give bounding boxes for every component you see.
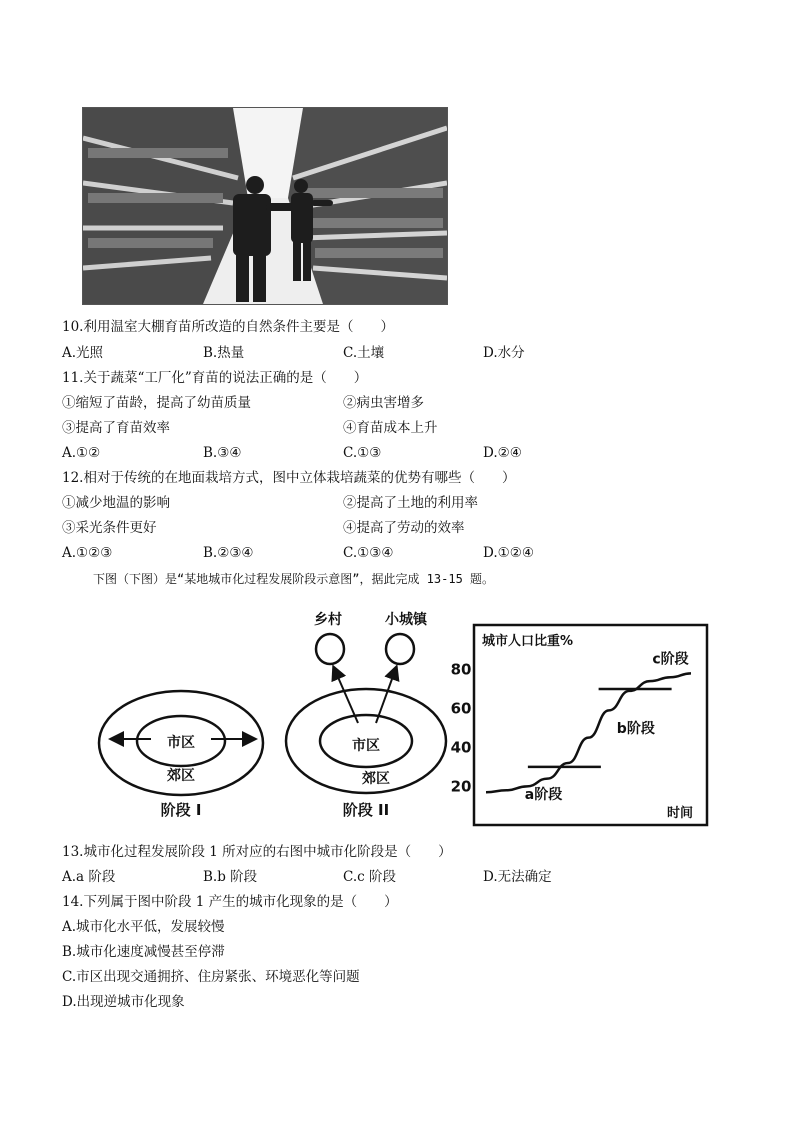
stage-label-c: c阶段 — [652, 651, 689, 668]
village-circle — [316, 634, 344, 664]
q12-statement-3: ③采光条件更好 — [62, 520, 157, 536]
q14-option-d: D.出现逆城市化现象 — [62, 994, 185, 1010]
q10-option-a: A.光照 — [62, 345, 104, 361]
stage-2-city-label: 市区 — [352, 738, 380, 754]
q12-option-c: C.①③④ — [343, 545, 394, 561]
urbanization-curve — [486, 673, 691, 792]
q11-option-d: D.②④ — [483, 445, 522, 461]
question-11-stem: 11.关于蔬菜“工厂化”育苗的说法正确的是（ ） — [62, 370, 368, 386]
q11-statement-1: ①缩短了苗龄，提高了幼苗质量 — [62, 395, 251, 411]
stage-1-city-label: 市区 — [167, 735, 195, 751]
q12-statement-1: ①减少地温的影响 — [62, 495, 170, 511]
stage-2-diagram — [286, 611, 446, 819]
q11-statement-3: ③提高了育苗效率 — [62, 420, 170, 436]
q14-option-c: C.市区出现交通拥挤、住房紧张、环境恶化等问题 — [62, 969, 360, 985]
q10-option-c: C.土壤 — [343, 345, 385, 361]
chart-ylabel: 城市人口比重% — [482, 634, 574, 649]
q14-option-b: B.城市化速度减慢甚至停滞 — [62, 944, 225, 960]
question-12-stem: 12.相对于传统的在地面栽培方式，图中立体栽培蔬菜的优势有哪些（ ） — [62, 470, 516, 486]
greenhouse-photo — [82, 107, 448, 305]
town-label: 小城镇 — [385, 612, 427, 628]
stage-label-a: a阶段 — [524, 786, 563, 803]
q13-option-d: D.无法确定 — [483, 869, 552, 885]
q11-statement-4: ④育苗成本上升 — [343, 420, 438, 436]
arrow-to-town — [376, 668, 396, 723]
figure-lead-in: 下图（下图）是“某地城市化过程发展阶段示意图”，据此完成 13-15 题。 — [93, 572, 495, 586]
urbanization-curve-chart — [451, 625, 707, 825]
q13-option-c: C.c 阶段 — [343, 869, 396, 885]
q14-option-a: A.城市化水平低，发展较慢 — [62, 919, 225, 935]
chart-xlabel: 时间 — [666, 806, 693, 821]
y-tick-label: 80 — [450, 660, 472, 679]
stage-1-suburb-label: 郊区 — [167, 768, 195, 784]
stage-2-suburb-label: 郊区 — [362, 771, 390, 787]
y-tick-label: 40 — [450, 738, 472, 757]
q10-option-d: D.水分 — [483, 345, 525, 361]
q10-option-b: B.热量 — [203, 345, 245, 361]
q11-option-a: A.①② — [62, 445, 101, 461]
q12-option-b: B.②③④ — [203, 545, 254, 561]
q11-statement-2: ②病虫害增多 — [343, 395, 424, 411]
q12-option-d: D.①②④ — [483, 545, 534, 561]
stage-label-b: b阶段 — [616, 720, 655, 737]
greenhouse-illustration — [83, 108, 447, 304]
arrow-to-village — [334, 668, 358, 723]
y-tick-label: 60 — [450, 699, 472, 718]
q12-statement-4: ④提高了劳动的效率 — [343, 520, 465, 536]
q12-option-a: A.①②③ — [62, 545, 113, 561]
q11-option-c: C.①③ — [343, 445, 382, 461]
town-circle — [386, 634, 414, 664]
y-tick-label: 20 — [450, 777, 472, 796]
q11-option-b: B.③④ — [203, 445, 242, 461]
stage-1-diagram — [99, 691, 263, 819]
village-label: 乡村 — [314, 612, 342, 628]
urbanization-diagram — [96, 605, 716, 835]
stage-1-label: 阶段 I — [160, 801, 202, 819]
stage-2-label: 阶段 II — [342, 801, 390, 819]
q13-option-a: A.a 阶段 — [62, 869, 116, 885]
question-13-stem: 13.城市化过程发展阶段 1 所对应的右图中城市化阶段是（ ） — [62, 844, 452, 860]
q12-statement-2: ②提高了土地的利用率 — [343, 495, 478, 511]
question-14-stem: 14.下列属于图中阶段 1 产生的城市化现象的是（ ） — [62, 894, 398, 910]
question-10-stem: 10.利用温室大棚育苗所改造的自然条件主要是（ ） — [62, 319, 394, 335]
q13-option-b: B.b 阶段 — [203, 869, 258, 885]
